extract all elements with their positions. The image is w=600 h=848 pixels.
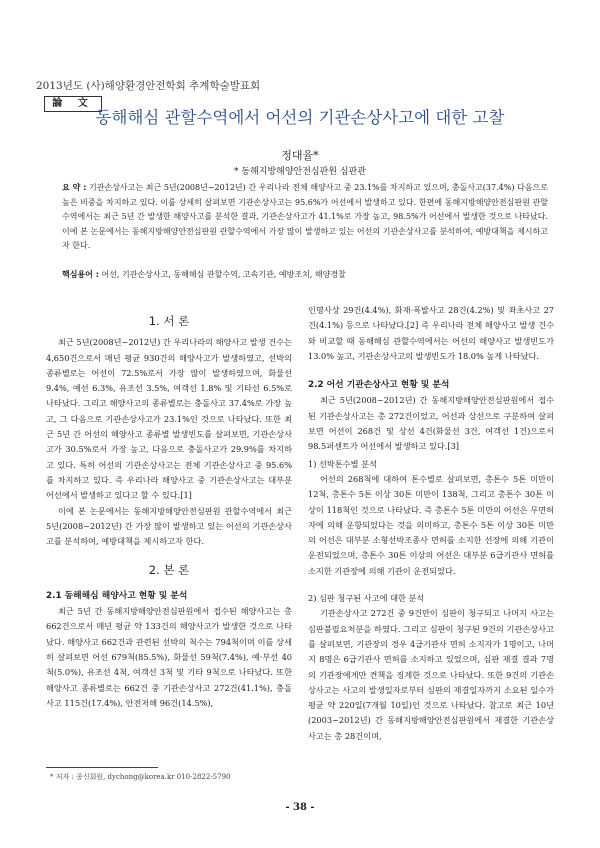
author-name: 정대율* (281, 149, 319, 162)
conference-header: 2013년도 (사)해양환경안전학회 추계학술발표회 (36, 80, 261, 92)
left-column (46, 314, 292, 711)
footnote: * 저자 : 종신회원, dychong@korea.kr 010-2822-5790 (50, 773, 231, 781)
abstract-text: 기관손상사고는 최근 5년(2008년~2012년) 간 우리나라 전체 해양사고 중 23.1%를 차지하고 있으며, 충돌사고(37.4%) 다음으로 높은 비중을 차지하고 있다. 이를 상세히 살펴보면 기관손상사고는 95.6%가 어선에서 발생하고 있다. 한편에 동해지방해양안전심판원 관할 수역에서는 최근 5년 간 발생한 해양사고를 분석한 결과, 기관손상사고가 41.1%로 가장 높고, 98.5%가 어선에서 발생한 것으로 나타났다. 이에 본 논문에서는 동해지방해양안전심판원 관할수역에서 가장 많이 발생하고 있는 어선의 기관손상사고를 분석하여, 예방대책을 제시하고자 한다. (62, 183, 548, 251)
item-1-paragraph: 어선의 268척에 대하여 톤수별로 살펴보면, 총톤수 5톤 미만이 12척, 총톤수 5톤 이상 30톤 미만이 138척, 그리고 총톤수 30톤 이상이 118척인 것으로 나타났다. 즉 총톤수 5톤 미만의 어선은 무면허자에 의해 운항되었다는 것을 의미하고, 총톤수 5톤 이상 30톤 미만의 어선은 대부분 소형선박조종사 면허를 소지한 선장에 의해 기관이 운전되었으며, 총톤수 30톤 이상의 어선은 대부분 6급기관사 면허를 소지한 기관장에 의해 기관이 운전되었다. (308, 473, 554, 576)
footnote-divider (46, 767, 158, 768)
right-column (308, 303, 554, 744)
abstract (62, 181, 548, 254)
item-2-paragraph: 기관손상사고 272건 중 9건만이 심판이 청구되고 나머지 사고는 심판불필요처분을 하였다. 그리고 심판이 청구된 9건의 기관손상사고를 살펴보면, 기관장의 경우 4급기관사 면허 소지자가 1명이고, 나머지 8명은 6급기관사 면허를 소지하고 있었으며, 심판 재결 결과 7명의 기관장에게만 견책을 징계한 것으로 나타났다. 또한 9건의 기관손상사고는 사고의 발생일자로부터 심판의 재결일자까지 소요된 일수가 평균 약 220일(7개월 10일)인 것으로 나타났다. 참고로 최근 10년(2003~2012년) 간 동해지방해양안전심판원에서 재결한 기관손상사고는 총 28건이며, (308, 608, 554, 741)
abstract-label: 요 약 : (62, 183, 87, 192)
subsection-2-1-heading: 2.1 동해해심 해양사고 현황 및 분석 (46, 590, 188, 601)
paper-title: 동해해심 관할수역에서 어선의 기관손상사고에 대한 고찰 (95, 108, 505, 127)
item-1-heading: 1) 선박톤수별 분석 (308, 458, 377, 469)
section-2-heading: 2. 본 론 (148, 563, 190, 578)
keywords-text: 어선, 기관손상사고, 동해해심 관할수역, 고속기관, 예방조치, 해양경찰 (101, 270, 346, 279)
section-1-heading: 1. 서 론 (148, 314, 190, 328)
keywords-label: 핵심용어 : (62, 270, 99, 279)
author-affiliation: * 동해지방해양안전심판원 심판관 (234, 167, 366, 177)
subsection-2-2-heading: 2.2 어선 기관손상사고 현황 및 분석 (308, 380, 450, 391)
item-2-heading: 2) 심판 청구된 사고에 대한 분석 (308, 593, 425, 604)
continued-paragraph: 인명사상 29건(4.4%), 화재·폭발사고 28건(4.2%) 및 좌초사고 27건(4.1%) 등으로 나타났다.[2] 즉 우리나라 전체 해양사고 발생 건수와 비교할 때 동해해심 관할수역에서는 어선의 해양사고 발생빈도가 13.0% 높고, 기관손상사고의 발생빈도가 18.0% 높게 나타났다. (308, 305, 554, 361)
section-1-paragraph-2: 이에 본 논문에서는 동해지방해양안전심판원 관할수역에서 최근 5년(2008~2012년) 간 가장 많이 발생하고 있는 어선의 기관손상사고를 분석하여, 예방대책을 제시하고자 한다. (46, 505, 292, 547)
section-1-paragraph-1: 최근 5년(2008년~2012년) 간 우리나라의 해양사고 발생 건수는 4,650건으로서 매년 평균 930건의 해양사고가 발생하였고, 선박의 종류별로는 어선이 72.5%로서 가장 많이 발생하였으며, 화물선 9.4%, 예선 6.3%, 유조선 3.5%, 여객선 1.8% 및 기타선 6.5%로 나타났다. 그리고 해양사고의 종류별로는 충돌사고 37.4%로 가장 높고, 그 다음으로 기관손상사고가 23.1%인 것으로 나타났다. 또한 최근 5년 간 어선의 해양사고 종류별 발생빈도를 살펴보면, 기관손상사고가 30.5%로서 가장 높고, 다음으로 충돌사고가 29.9%를 차지하고 있다. 특히 어선의 기관손상사고는 전체 기관손상사고 중 95.6%를 차지하고 있다. 즉 우리나라 해양사고 중 기관손상사고는 대부분 어선에서 발생하고 있다고 할 수 있다.[1] (46, 337, 292, 501)
page-number: - 38 - (285, 802, 315, 813)
article-type-badge: 論 文 (44, 96, 102, 112)
subsection-2-2-paragraph: 최근 5년(2008~2012년) 간 동해지방해양안전심판원에서 접수된 기관손상사고는 총 272건이었고, 어선과 상선으로 구분하여 살펴보면 어선이 268건 및 상선 4건(화물선 3건, 여객선 1건)으로서 98.5퍼센트가 어선에서 발생하고 있다.[3] (308, 395, 554, 452)
subsection-2-1-paragraph: 최근 5년 간 동해지방해양안전심판원에서 접수된 해양사고는 총 662건으로서 매년 평균 약 133건의 해양사고가 발생한 것으로 나타났다. 해양사고 662건과 관련된 선박의 척수는 794척이며 이를 상세히 살펴보면 어선 679척(85.5%), 화물선 59척(7.4%), 예·부선 40척(5.0%), 유조선 4척, 여객선 3척 및 기타 9척으로 나타났다. 또한 해양사고 종류별로는 662건 중 기관손상사고 272건(41.1%), 충돌사고 115건(17.4%), 안전저해 96건(14.5%), (46, 606, 292, 708)
keywords (62, 269, 548, 280)
